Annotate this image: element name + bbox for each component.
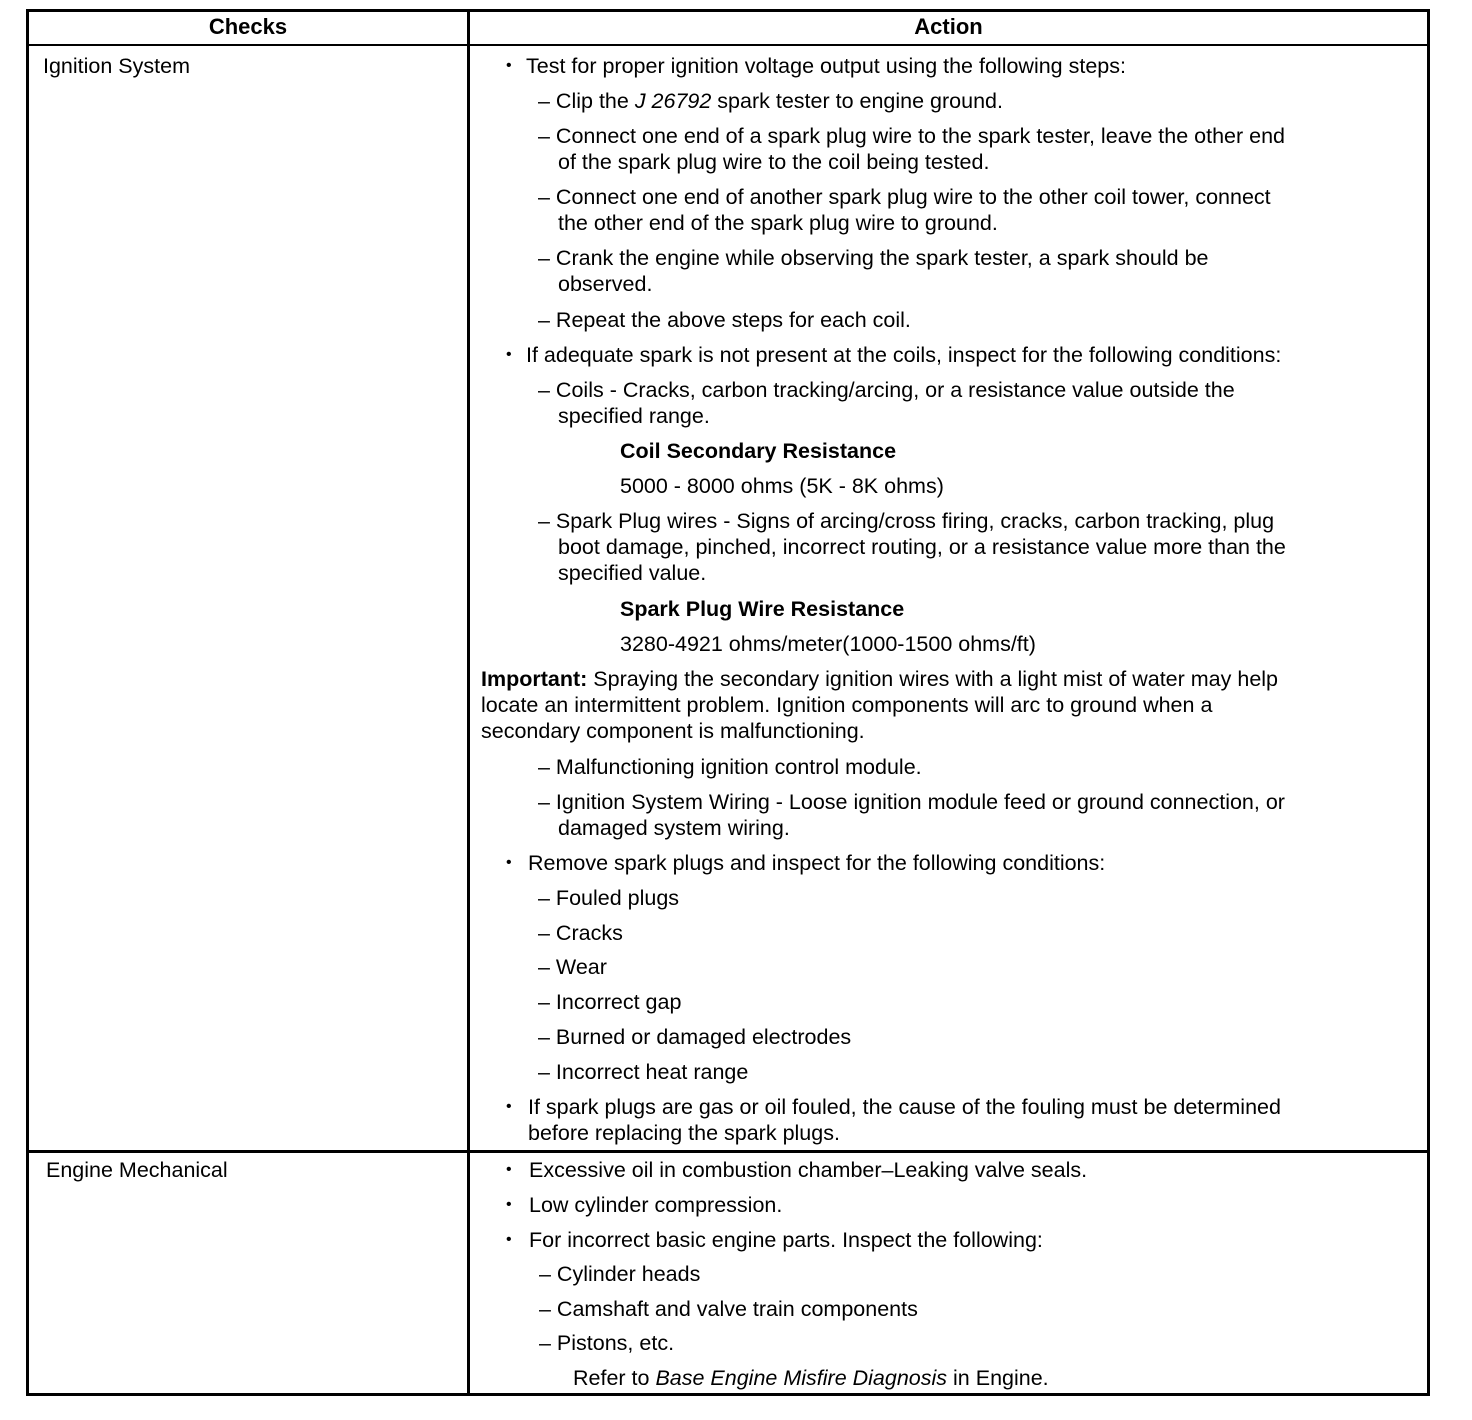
action-substep: – Ignition System Wiring - Loose ignition module feed or ground connection, or	[538, 790, 1285, 814]
action-bullet: Remove spark plugs and inspect for the following conditions:	[528, 851, 1106, 875]
action-substep-cont: the other end of the spark plug wire to ground.	[558, 211, 998, 235]
action-substep: – Crank the engine while observing the spark tester, a spark should be	[538, 246, 1209, 270]
action-bullet: If spark plugs are gas or oil fouled, the cause of the fouling must be determined	[528, 1095, 1281, 1119]
list-item: – Incorrect gap	[538, 990, 682, 1014]
action-substep: – Spark Plug wires - Signs of arcing/cross firing, cracks, carbon tracking, plug	[538, 509, 1275, 533]
tool-reference: J 26792	[634, 89, 712, 113]
bullet-dot: •	[506, 1161, 512, 1178]
action-substep-cont: boot damage, pinched, incorrect routing, or a resistance value more than the	[558, 535, 1286, 559]
action-substep	[538, 88, 1003, 114]
important-note-cont: locate an intermittent problem. Ignition components will arc to ground when a	[481, 693, 1213, 717]
action-substep-cont: damaged system wiring.	[558, 816, 790, 840]
action-substep: – Connect one end of another spark plug wire to the other coil tower, connect	[538, 185, 1271, 209]
list-item: – Wear	[538, 955, 607, 979]
action-substep-cont: of the spark plug wire to the coil being tested.	[558, 150, 990, 174]
list-item: – Pistons, etc.	[539, 1331, 675, 1355]
action-bullet: Test for proper ignition voltage output using the following steps:	[526, 54, 1126, 78]
important-text: Spraying the secondary ignition wires with a light mist of water may help	[587, 667, 1279, 691]
action-substep: – Connect one end of a spark plug wire to the spark tester, leave the other end	[538, 124, 1285, 148]
bullet-dot: •	[506, 1196, 512, 1213]
table-border-bottom	[26, 1393, 1430, 1396]
check-engine-mechanical: Engine Mechanical	[46, 1158, 228, 1182]
list-item: – Cylinder heads	[539, 1262, 701, 1286]
substep-text: spark tester to engine ground.	[711, 89, 1003, 113]
column-divider	[467, 9, 470, 1396]
list-item: – Burned or damaged electrodes	[538, 1025, 852, 1049]
action-substep-cont: observed.	[558, 272, 653, 296]
action-substep: – Repeat the above steps for each coil.	[538, 308, 911, 332]
spec-title: Coil Secondary Resistance	[620, 439, 897, 463]
important-note-cont: secondary component is malfunctioning.	[481, 719, 865, 743]
action-bullet-cont: before replacing the spark plugs.	[528, 1121, 840, 1145]
spec-title: Spark Plug Wire Resistance	[620, 597, 905, 621]
table-border-right	[1427, 9, 1430, 1396]
diagnosis-table	[26, 9, 1430, 1396]
header-action: Action	[914, 14, 983, 39]
spec-value: 3280-4921 ohms/meter(1000-1500 ohms/ft)	[620, 632, 1036, 656]
list-item: – Incorrect heat range	[538, 1060, 749, 1084]
bullet-dot: •	[506, 1231, 512, 1248]
reference-link[interactable]: Base Engine Misfire Diagnosis	[655, 1366, 948, 1390]
bullet-dot: •	[506, 57, 512, 74]
list-item: – Fouled plugs	[538, 886, 680, 910]
reference-text: in Engine.	[947, 1366, 1049, 1390]
action-substep-cont: specified range.	[558, 404, 710, 428]
action-bullet: For incorrect basic engine parts. Inspect the following:	[529, 1228, 1043, 1252]
action-bullet: If adequate spark is not present at the coils, inspect for the following conditions:	[526, 343, 1282, 367]
header-checks: Checks	[208, 14, 288, 39]
important-label: Important:	[481, 667, 588, 691]
action-substep-cont: specified value.	[558, 561, 707, 585]
list-item: – Cracks	[538, 921, 623, 945]
spec-value: 5000 - 8000 ohms (5K - 8K ohms)	[620, 474, 944, 498]
substep-text: – Clip the	[538, 89, 635, 113]
reference-text: Refer to	[573, 1366, 656, 1390]
row-divider	[26, 1150, 1430, 1153]
check-ignition-system: Ignition System	[43, 54, 190, 78]
reference-note	[573, 1365, 1049, 1391]
important-note	[481, 666, 1278, 692]
bullet-dot: •	[506, 1098, 512, 1115]
action-bullet: Excessive oil in combustion chamber–Leaking valve seals.	[529, 1158, 1088, 1182]
bullet-dot: •	[506, 346, 512, 363]
list-item: – Camshaft and valve train components	[539, 1297, 918, 1321]
bullet-dot: •	[506, 854, 512, 871]
action-bullet: Low cylinder compression.	[529, 1193, 783, 1217]
action-substep: – Malfunctioning ignition control module.	[538, 755, 922, 779]
table-border-left	[26, 9, 29, 1396]
action-substep: – Coils - Cracks, carbon tracking/arcing, or a resistance value outside the	[538, 378, 1235, 402]
